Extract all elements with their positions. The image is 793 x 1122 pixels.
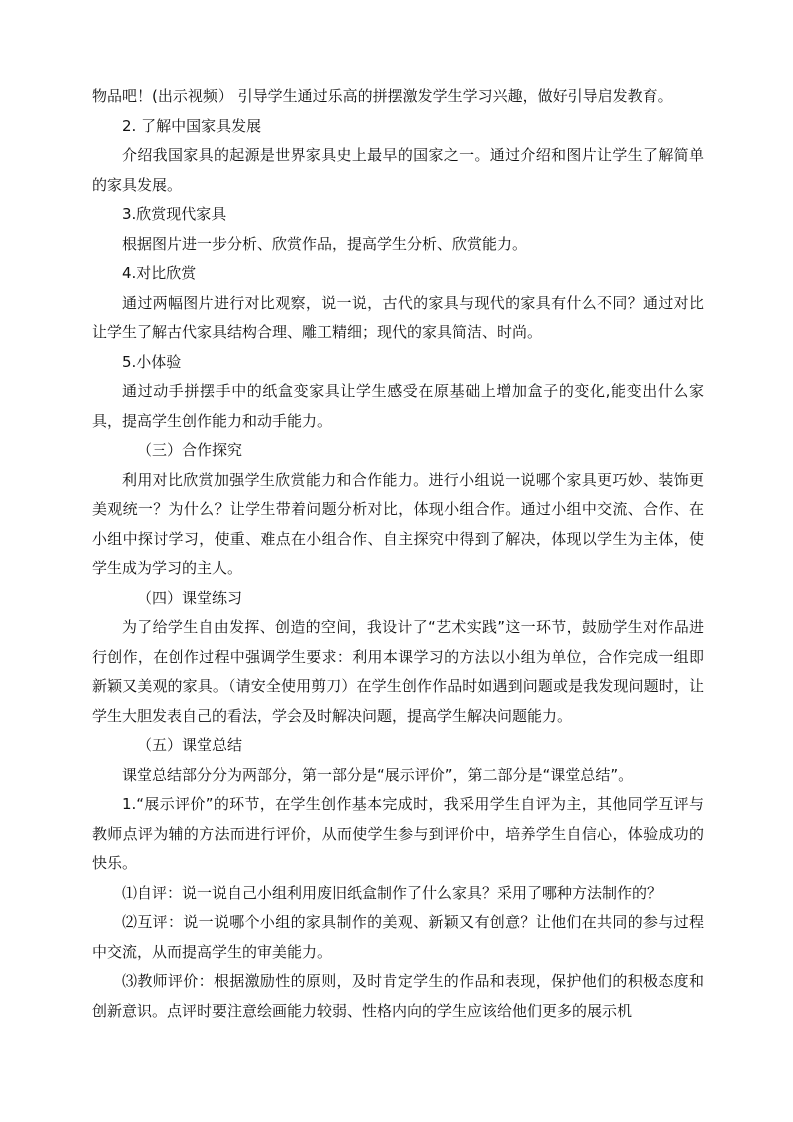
list-item-peer-evaluation: ⑵互评：说一说哪个小组的家具制作的美观、新颖又有创意？让他们在共同的参与过程中交流，从而提高学生的审美能力。 bbox=[92, 913, 704, 961]
section-heading-classroom-summary: （五）课堂总结 bbox=[137, 736, 243, 754]
subheading-small-experience: 5.小体验 bbox=[122, 352, 182, 371]
subheading-modern-furniture: 3.欣赏现代家具 bbox=[122, 205, 227, 223]
document-body bbox=[92, 82, 704, 1026]
section-heading-cooperative-inquiry: （三）合作探究 bbox=[137, 441, 243, 459]
section-heading-classroom-practice: （四）课堂练习 bbox=[137, 588, 243, 607]
paragraph: 介绍我国家具的起源是世界家具史上最早的国家之一。通过介绍和图片让学生了解简单的家具发展。 bbox=[92, 146, 704, 194]
paragraph: 通过两幅图片进行对比观察，说一说，古代的家具与现代的家具有什么不同？通过对比让学生了解古代家具结构合理、雕工精细；现代的家具简洁、时尚。 bbox=[92, 293, 704, 341]
paragraph: 1.“展示评价”的环节，在学生创作基本完成时，我采用学生自评为主，其他同学互评与教师点评为辅的方法而进行评价，从而使学生参与到评价中，培养学生自信心，体验成功的快乐。 bbox=[92, 795, 704, 872]
list-item-teacher-evaluation: ⑶教师评价：根据激励性的原则，及时肯定学生的作品和表现，保护他们的积极态度和创新意识。点评时要注意绘画能力较弱、性格内向的学生应该给他们更多的展示机 bbox=[92, 972, 704, 1020]
paragraph: 为了给学生自由发挥、创造的空间，我设计了“艺术实践”这一环节，鼓励学生对作品进行创作，在创作过程中强调学生要求：利用本课学习的方法以小组为单位，合作完成一组即新颖又美观的家具。（请安全使用剪刀）在学生创作作品时如遇到问题或是我发现问题时，让学生大胆发表自己的看法，学会及时解决问题，提高学生解决问题能力。 bbox=[92, 618, 704, 725]
subheading-comparison: 4.对比欣赏 bbox=[122, 264, 197, 282]
paragraph: 利用对比欣赏加强学生欣赏能力和合作能力。进行小组说一说哪个家具更巧妙、装饰更美观统一？为什么？让学生带着问题分析对比，体现小组合作。通过小组中交流、合作、在小组中探讨学习，使重、难点在小组合作、自主探究中得到了解决，体现以学生为主体，使学生成为学习的主人。 bbox=[92, 470, 704, 577]
paragraph: 根据图片进一步分析、欣赏作品，提高学生分析、欣赏能力。 bbox=[122, 234, 528, 253]
paragraph: 通过动手拼摆手中的纸盒变家具让学生感受在原基础上增加盒子的变化,能变出什么家具，提高学生创作能力和动手能力。 bbox=[92, 382, 704, 430]
paragraph: 课堂总结部分分为两部分，第一部分是“展示评价”，第二部分是“课堂总结”。 bbox=[122, 765, 634, 784]
subheading-chinese-furniture-history: 2. 了解中国家具发展 bbox=[122, 116, 262, 135]
paragraph-continued: 物品吧！(出示视频） 引导学生通过乐高的拼摆激发学生学习兴趣，做好引导启发教育。 bbox=[92, 87, 673, 105]
list-item-self-evaluation: ⑴自评：说一说自己小组利用废旧纸盒制作了什么家具？采用了哪种方法制作的？ bbox=[122, 883, 663, 902]
